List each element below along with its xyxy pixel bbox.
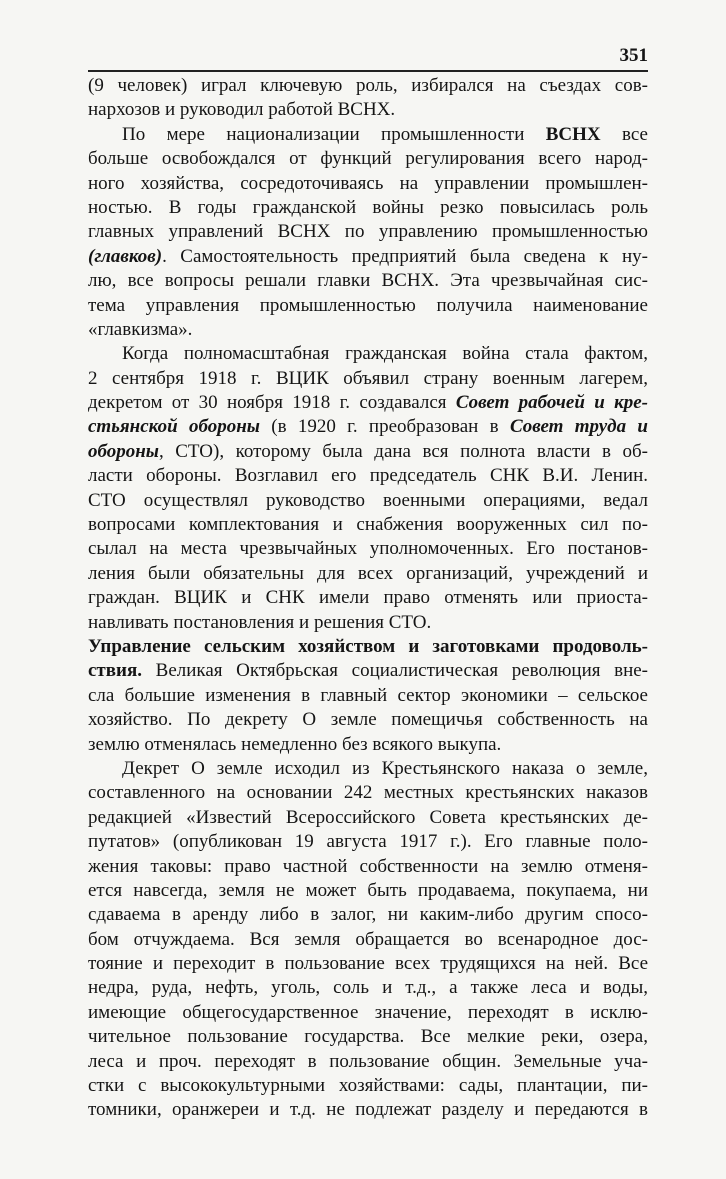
text-run: . Самостоятельность предприятий была сведена к ну- bbox=[162, 245, 648, 267]
text-line bbox=[88, 635, 648, 659]
page-number: 351 bbox=[619, 45, 648, 66]
text-line bbox=[88, 830, 648, 854]
text-run: жения таковы: право частной собственности на землю отменя- bbox=[88, 855, 648, 877]
text-run: чительное пользование государства. Все мелкие реки, озера, bbox=[88, 1026, 648, 1048]
text-line bbox=[88, 318, 648, 342]
text-run: главных управлений ВСНХ по управлению промышленностью bbox=[88, 221, 648, 243]
bold-text-run: Управление сельским хозяйством и заготовками продоволь- bbox=[88, 635, 648, 657]
header-rule bbox=[88, 70, 648, 72]
text-line bbox=[88, 123, 648, 147]
text-run: тояние и переходит в пользование всех трудящихся на ней. Все bbox=[88, 953, 648, 975]
text-line bbox=[88, 415, 648, 439]
text-line bbox=[88, 196, 648, 220]
bold-text-run: ВСНХ bbox=[545, 123, 601, 145]
bold-italic-text-run: Совет рабочей и кре- bbox=[455, 392, 648, 414]
text-line bbox=[88, 147, 648, 171]
body-text bbox=[88, 74, 648, 1123]
bold-text-run: ствия. bbox=[88, 660, 143, 682]
text-line bbox=[88, 855, 648, 879]
text-run: вопросами комплектования и снабжения вооруженных сил по- bbox=[88, 514, 648, 536]
text-run: сла большие изменения в главный сектор экономики – сельское bbox=[88, 684, 648, 706]
text-line bbox=[88, 1050, 648, 1074]
text-run: Когда полномасштабная гражданская война стала фактом, bbox=[122, 343, 648, 365]
text-run: тема управления промышленностью получила наименование bbox=[88, 294, 648, 316]
text-line bbox=[88, 903, 648, 927]
text-run: землю отменялась немедленно без всякого выкупа. bbox=[88, 733, 502, 755]
text-line bbox=[88, 440, 648, 464]
text-line bbox=[88, 976, 648, 1000]
text-line bbox=[88, 367, 648, 391]
text-run: сдаваема в аренду либо в залог, ни каким-либо другим спосо- bbox=[88, 904, 648, 926]
text-run: ется навсегда, земля не может быть продаваема, покупаема, ни bbox=[88, 879, 648, 901]
text-run: стки с высококультурными хозяйствами: сады, плантации, пи- bbox=[88, 1075, 648, 1097]
text-line bbox=[88, 1001, 648, 1025]
bold-italic-text-run: Совет труда и bbox=[509, 416, 648, 438]
text-line bbox=[88, 586, 648, 610]
text-run: Великая Октябрьская социалистическая революция вне- bbox=[142, 660, 648, 682]
text-run: ного хозяйства, сосредоточиваясь на управлении промышлен- bbox=[88, 172, 648, 194]
bold-italic-text-run: обороны bbox=[88, 440, 159, 462]
text-line bbox=[88, 1098, 648, 1122]
text-line bbox=[88, 659, 648, 683]
text-run: недра, руда, нефть, уголь, соль и т.д., а также леса и воды, bbox=[88, 977, 648, 999]
text-run: «главкизма». bbox=[88, 318, 193, 340]
text-line bbox=[88, 74, 648, 98]
text-line bbox=[88, 220, 648, 244]
text-run: навливать постановления и решения СТО. bbox=[88, 611, 432, 633]
text-line bbox=[88, 489, 648, 513]
text-line bbox=[88, 879, 648, 903]
text-line bbox=[88, 684, 648, 708]
text-line bbox=[88, 1025, 648, 1049]
text-line bbox=[88, 708, 648, 732]
text-run: 2 сентября 1918 г. ВЦИК объявил страну военным лагерем, bbox=[88, 367, 648, 389]
text-run: томники, оранжереи и т.д. не подлежат разделу и передаются в bbox=[88, 1099, 648, 1121]
text-run: все bbox=[600, 123, 648, 145]
text-line bbox=[88, 245, 648, 269]
text-run: хозяйство. По декрету О земле помещичья собственность на bbox=[88, 709, 648, 731]
text-line bbox=[88, 513, 648, 537]
text-run: По мере национализации промышленности bbox=[122, 123, 546, 145]
text-run: (9 человек) играл ключевую роль, избирался на съездах сов- bbox=[88, 75, 648, 96]
text-line bbox=[88, 269, 648, 293]
text-run: составленного на основании 242 местных крестьянских наказов bbox=[88, 782, 648, 804]
text-run: нархозов и руководил работой ВСНХ. bbox=[88, 99, 396, 121]
text-line bbox=[88, 464, 648, 488]
text-run: бом отчуждаема. Вся земля обращается во всенародное дос- bbox=[88, 928, 648, 950]
text-line bbox=[88, 537, 648, 561]
text-run: СТО осуществлял руководство военными операциями, ведал bbox=[88, 489, 648, 511]
text-line bbox=[88, 391, 648, 415]
text-line bbox=[88, 928, 648, 952]
text-run: (в 1920 г. преобразован в bbox=[259, 416, 510, 438]
text-run: Декрет О земле исходил из Крестьянского наказа о земле, bbox=[122, 757, 648, 779]
text-line bbox=[88, 98, 648, 122]
text-run: ностью. В годы гражданской войны резко повысилась роль bbox=[88, 196, 648, 218]
text-line bbox=[88, 806, 648, 830]
bold-italic-text-run: (главков) bbox=[88, 245, 163, 267]
bold-italic-text-run: стьянской обороны bbox=[88, 416, 260, 438]
text-run: декретом от 30 ноября 1918 г. создавался bbox=[88, 392, 456, 414]
text-line bbox=[88, 294, 648, 318]
text-run: путатов» (опубликован 19 августа 1917 г.). Его главные поло- bbox=[88, 831, 648, 853]
text-line bbox=[88, 952, 648, 976]
text-line bbox=[88, 342, 648, 366]
text-line bbox=[88, 172, 648, 196]
text-line bbox=[88, 733, 648, 757]
text-run: сылал на места чрезвычайных уполномоченных. Его постанов- bbox=[88, 538, 648, 560]
text-run: имеющие общегосударственное значение, переходят в исклю- bbox=[88, 1001, 648, 1023]
text-run: ласти обороны. Возглавил его председатель СНК В.И. Ленин. bbox=[88, 465, 648, 487]
text-run: редакцией «Известий Всероссийского Совета крестьянских де- bbox=[88, 806, 648, 828]
text-line bbox=[88, 757, 648, 781]
text-line bbox=[88, 781, 648, 805]
text-run: , СТО), которому была дана вся полнота власти в об- bbox=[158, 440, 648, 462]
text-run: лю, все вопросы решали главки ВСНХ. Эта чрезвычайная сис- bbox=[88, 270, 648, 292]
text-run: ления были обязательны для всех организаций, учреждений и bbox=[88, 562, 648, 584]
text-run: больше освобождался от функций регулирования всего народ- bbox=[88, 148, 648, 170]
text-line bbox=[88, 1074, 648, 1098]
text-run: леса и проч. переходят в пользование общин. Земельные уча- bbox=[88, 1050, 648, 1072]
text-line bbox=[88, 562, 648, 586]
text-line bbox=[88, 611, 648, 635]
text-run: граждан. ВЦИК и СНК имели право отменять или приоста- bbox=[88, 587, 648, 609]
